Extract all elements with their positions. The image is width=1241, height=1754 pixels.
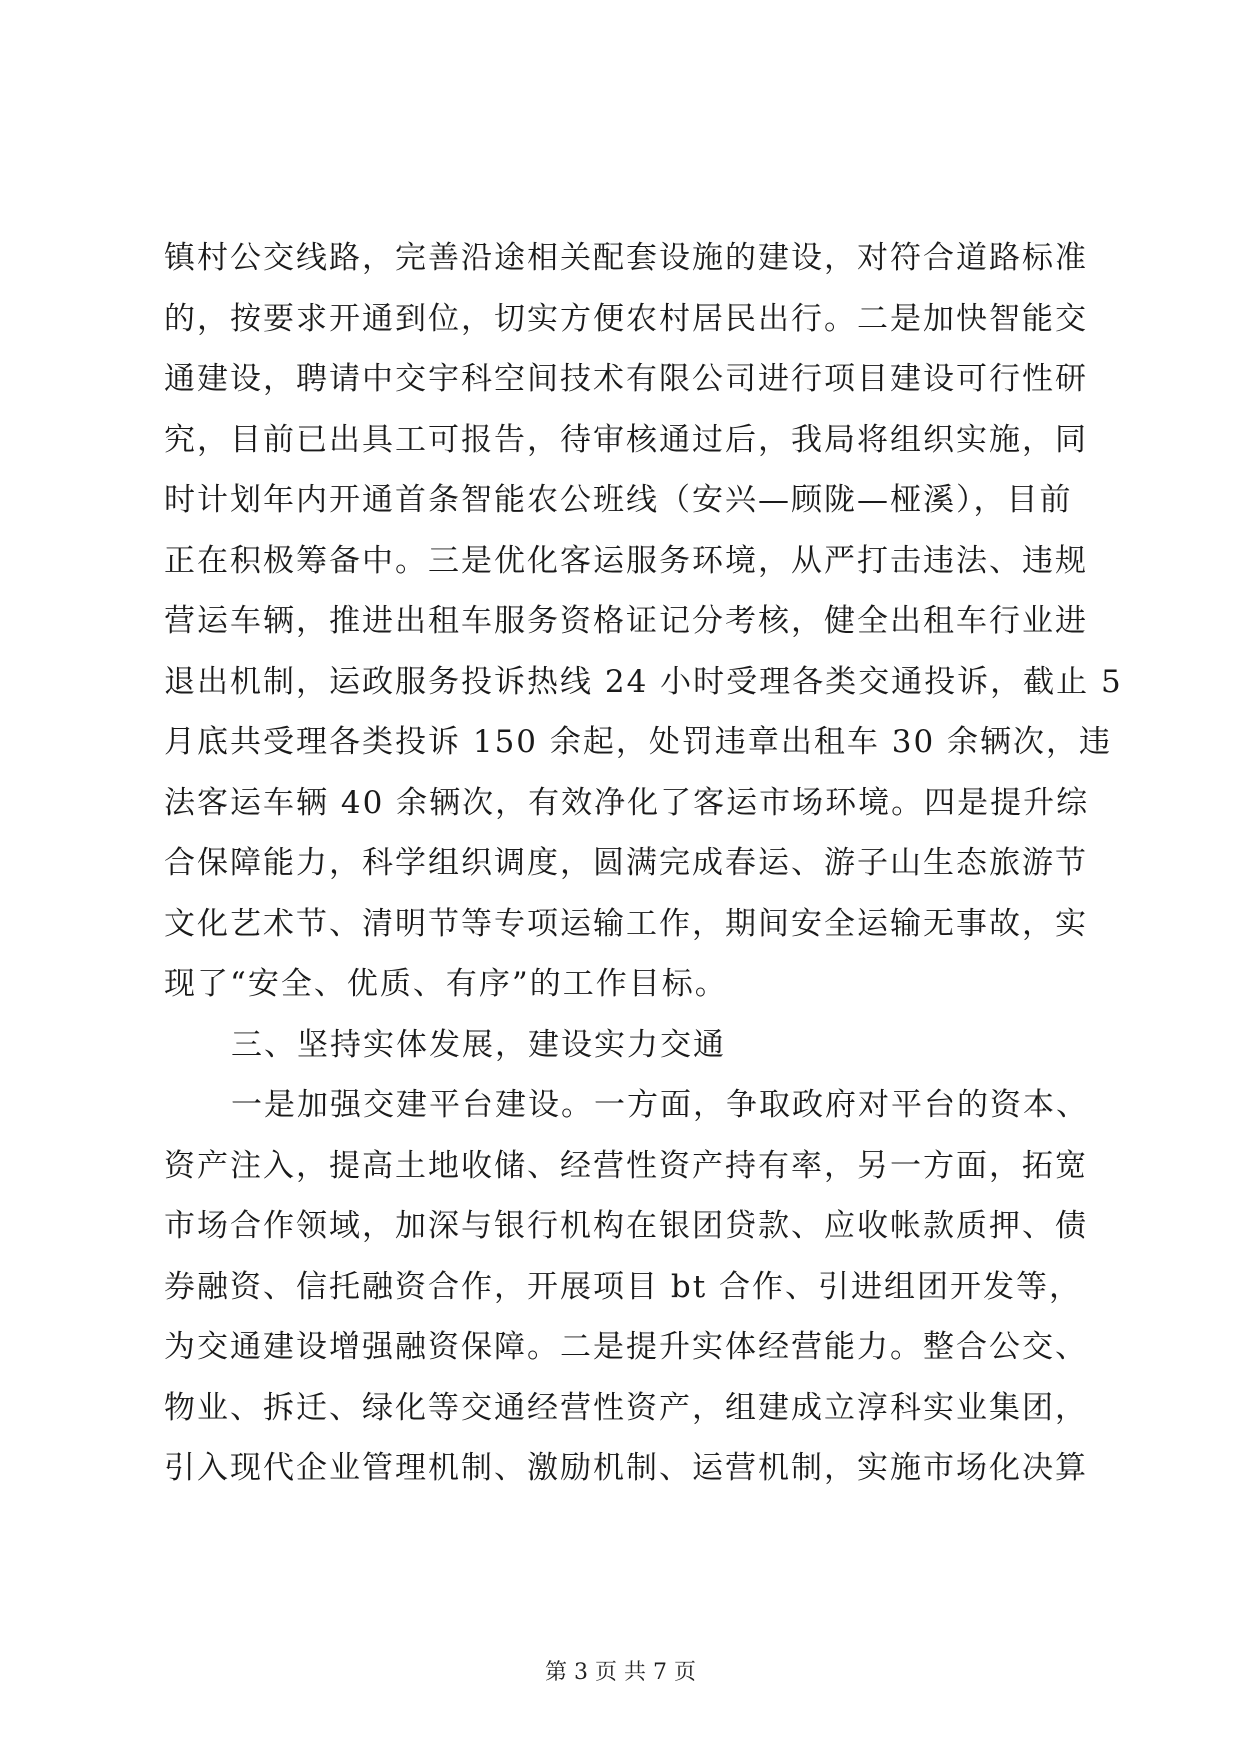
- text-line: 券融资、信托融资合作，开展项目 bt 合作、引进组团开发等，: [164, 1268, 1083, 1305]
- text-line: 的，按要求开通到位，切实方便农村居民出行。二是加快智能交: [164, 300, 1088, 337]
- page-number-footer: 第 3 页 共 7 页: [545, 1660, 696, 1685]
- text-line: 物业、拆迁、绿化等交通经营性资产，组建成立淳科实业集团，: [164, 1389, 1088, 1426]
- text-line: 资产注入，提高土地收储、经营性资产持有率，另一方面，拓宽: [164, 1147, 1088, 1184]
- text-line: 引入现代企业管理机制、激励机制、运营机制，实施市场化决算: [164, 1450, 1088, 1486]
- text-line: 市场合作领域，加深与银行机构在银团贷款、应收帐款质押、债: [164, 1208, 1088, 1244]
- text-line: 营运车辆，推进出租车服务资格证记分考核，健全出租车行业进: [164, 603, 1088, 639]
- text-line: 镇村公交线路，完善沿途相关配套设施的建设，对符合道路标准: [164, 240, 1088, 276]
- text-line: 月底共受理各类投诉 150 余起，处罚违章出租车 30 余辆次，违: [164, 724, 1113, 760]
- text-line: 正在积极筹备中。三是优化客运服务环境，从严打击违法、违规: [164, 542, 1088, 579]
- text-line: 现了“安全、优质、有序”的工作目标。: [164, 966, 728, 1002]
- text-line: 为交通建设增强融资保障。二是提升实体经营能力。整合公交、: [164, 1329, 1088, 1365]
- text-line: 退出机制，运政服务投诉热线 24 小时受理各类交通投诉，截止 5: [164, 663, 1123, 700]
- text-line: 文化艺术节、清明节等专项运输工作，期间安全运输无事故，实: [164, 905, 1088, 942]
- text-line: 时计划年内开通首条智能农公班线（安兴—顾陇—桠溪），目前: [164, 482, 1073, 518]
- body-text: [164, 228, 1123, 1499]
- text-line: 通建设，聘请中交宇科空间技术有限公司进行项目建设可行性研: [164, 361, 1088, 397]
- text-line: 法客运车辆 40 余辆次，有效净化了客运市场环境。四是提升综: [164, 784, 1090, 821]
- paragraph-first-line: 一是加强交建平台建设。一方面，争取政府对平台的资本、: [231, 1087, 1089, 1123]
- section-heading: 三、坚持实体发展，建设实力交通: [231, 1026, 726, 1063]
- text-line: 究，目前已出具工可报告，待审核通过后，我局将组织实施，同: [164, 421, 1088, 458]
- text-line: 合保障能力，科学组织调度，圆满完成春运、游子山生态旅游节: [164, 845, 1088, 881]
